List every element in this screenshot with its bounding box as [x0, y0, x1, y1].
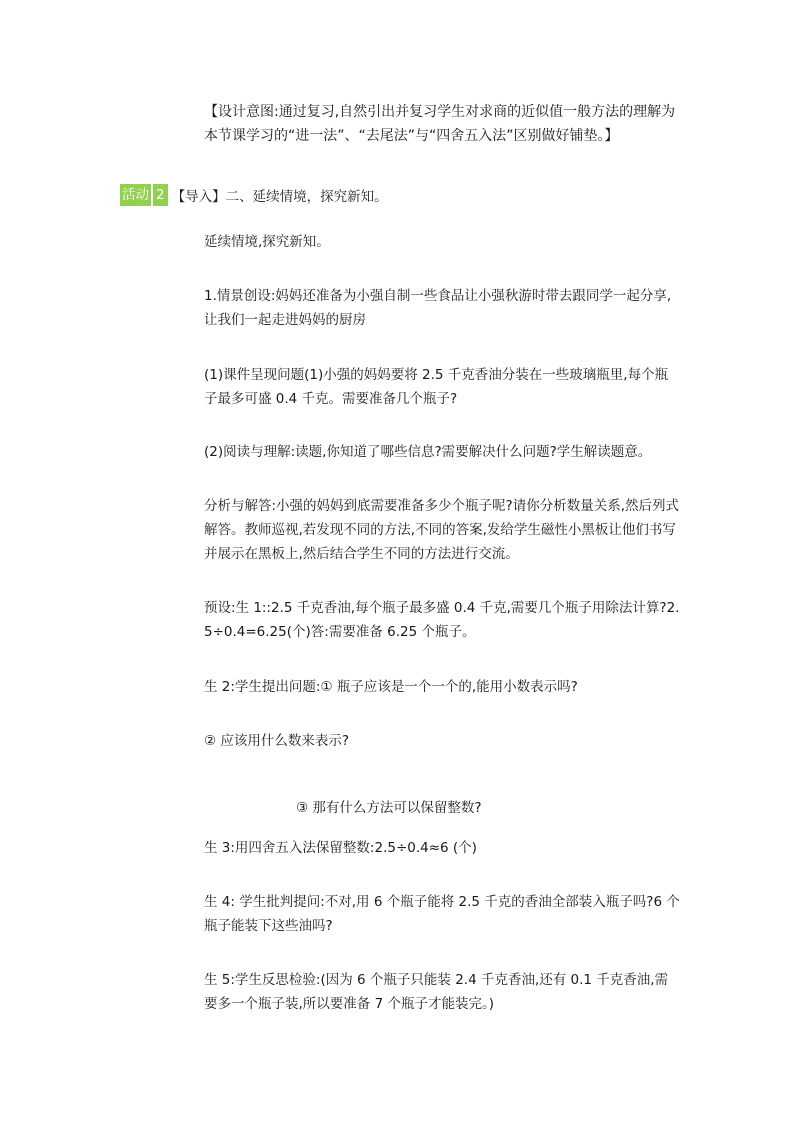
paragraph-scenario: 1.情景创设:妈妈还准备为小强自制一些食品让小强秋游时带去跟同学一起分享,让我们一起走进妈妈的厨房	[204, 288, 672, 328]
activity-number-badge: 2	[153, 184, 168, 206]
activity-heading-text: 【导入】二、延续情境，探究新知。	[171, 189, 388, 205]
paragraph-student-4: 生 4: 学生批判提问:不对,用 6 个瓶子能将 2.5 千克的香油全部装入瓶子吗?6 个瓶子能装下这些油吗?	[204, 894, 680, 934]
paragraph-reading: (2)阅读与理解:读题,你知道了哪些信息?需要解决什么问题?学生解读题意。	[204, 444, 652, 460]
paragraph-student-3: 生 3:用四舍五入法保留整数:2.5÷0.4≈6 (个)	[204, 840, 477, 856]
paragraph-question-3: ③ 那有什么方法可以保留整数?	[296, 799, 482, 816]
paragraph-student-5: 生 5:学生反思检验:(因为 6 个瓶子只能装 2.4 千克香油,还有 0.1 千克香油,需要多一个瓶子装,所以要准备 7 个瓶子才能装完。)	[204, 972, 669, 1012]
paragraph-question-2: ② 应该用什么数来表示?	[204, 733, 350, 749]
activity-heading	[120, 184, 388, 206]
paragraph-problem-1: (1)课件呈现问题(1)小强的妈妈要将 2.5 千克香油分装在一些玻璃瓶里,每个瓶子最多可盛 0.4 千克。需要准备几个瓶子?	[204, 367, 669, 407]
design-intent-note: 【设计意图:通过复习,自然引出并复习学生对求商的近似值一般方法的理解为本节课学习的“进一法”、“去尾法”与“四舍五入法”区别做好铺垫。】	[204, 104, 676, 144]
paragraph-analysis: 分析与解答:小强的妈妈到底需要准备多少个瓶子呢?请你分析数量关系,然后列式解答。教师巡视,若发现不同的方法,不同的答案,发给学生磁性小黑板让他们书写并展示在黑板上,然后结合学生不同的方法进行交流。	[204, 498, 680, 562]
paragraph-student-2: 生 2:学生提出问题:① 瓶子应该是一个一个的,能用小数表示吗?	[204, 679, 578, 695]
paragraph-student-1: 预设:生 1::2.5 千克香油,每个瓶子最多盛 0.4 千克,需要几个瓶子用除法计算?2.5÷0.4=6.25(个)答:需要准备 6.25 个瓶子。	[204, 600, 680, 640]
paragraph-intro: 延续情境,探究新知。	[204, 234, 330, 250]
activity-label-badge: 活动	[120, 184, 151, 206]
